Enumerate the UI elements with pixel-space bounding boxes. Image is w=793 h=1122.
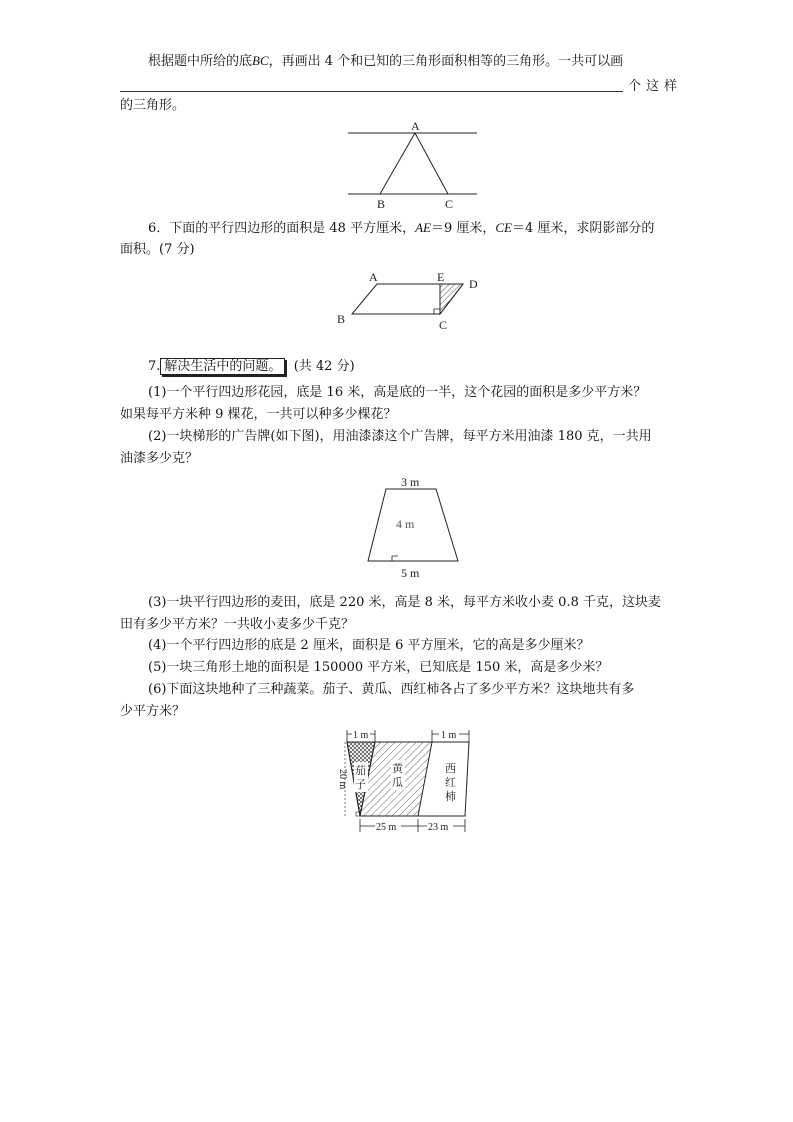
- label-a: A: [369, 270, 378, 284]
- right-angle-mark: [392, 556, 398, 561]
- q7-p1-line-2: 如果每平方米种 9 棵花，一共可以种多少棵花？: [120, 407, 397, 422]
- q7-p2-line-1: (2)一块梯形的广告牌(如下图)，用油漆漆这个广告牌，每平方米用油漆 180 克，一共用: [148, 429, 652, 444]
- q7-p4: (4)一个平行四边形的底是 2 厘米，面积是 6 平方厘米，它的高是多少厘米？: [148, 638, 590, 653]
- q6-text-a: 6．下面的平行四边形的面积是 48 平方厘米，: [148, 221, 416, 236]
- right-angle-mark: [434, 309, 440, 314]
- label-eggplant-2: 子: [355, 779, 366, 791]
- q6-eq1: ＝9 厘米，: [430, 221, 496, 236]
- q7-number: 7.: [148, 359, 161, 374]
- q6-parallelogram-figure: [335, 268, 485, 333]
- label-a: A: [411, 119, 420, 133]
- label-b: B: [377, 197, 386, 210]
- q5-answer-blank[interactable]: [120, 90, 623, 92]
- label-height: 4 m: [396, 517, 415, 531]
- q7-p6-line-2: 少平方米？: [120, 704, 186, 719]
- q6-line-2: 面积。(7 分): [120, 242, 195, 257]
- label-c: C: [445, 197, 454, 210]
- label-eggplant-1: 茄: [355, 765, 366, 777]
- q5-text-a: 根据题中所给的底: [148, 54, 253, 69]
- label-bottom-left: 25 m: [376, 822, 397, 833]
- label-bottom: 5 m: [401, 566, 420, 580]
- q7-p1-line-1: (1)一个平行四边形花园，底是 16 米，高是底的一半，这个花园的面积是多少平方米？: [148, 385, 647, 400]
- q5-triangle-figure: [345, 118, 480, 210]
- q5-line-3: 的三角形。: [120, 98, 186, 113]
- q7-title: 解决生活中的问题。: [160, 358, 285, 375]
- q7-p3-line-2: 田有多少平方米？一共收小麦多少千克？: [120, 617, 355, 632]
- q5-blank-tail: 个这样: [628, 79, 683, 94]
- q5-text-b: ，再画出 4 个和已知的三角形面积相等的三角形。一共可以画: [268, 54, 624, 69]
- label-top-left: 1 m: [353, 730, 369, 741]
- vegetable-field-figure: [335, 724, 475, 839]
- trapezoid-figure: [360, 472, 470, 584]
- q6-ce: CE: [495, 220, 512, 235]
- q7-p6-line-1: (6)下面这块地种了三种蔬菜。茄子、黄瓜、西红柿各占了多少平方米？这块地共有多: [148, 682, 635, 697]
- label-tomato-1: 西: [445, 763, 456, 775]
- label-c: C: [439, 318, 448, 332]
- q6-line-1: [120, 219, 703, 238]
- q7-score: (共 42 分): [293, 359, 355, 374]
- label-b: B: [337, 312, 346, 326]
- q7-p2-line-2: 油漆多少克？: [120, 451, 199, 466]
- label-cucumber-2: 瓜: [392, 777, 403, 789]
- label-tomato-3: 柿: [445, 791, 456, 803]
- q6-ae: AE: [415, 220, 431, 235]
- label-height: 20 m: [337, 769, 348, 790]
- label-tomato-2: 红: [445, 777, 456, 789]
- label-cucumber-1: 黄: [392, 763, 403, 775]
- q6-eq2: ＝4 厘米，求阴影部分的: [512, 221, 655, 236]
- label-d: D: [469, 277, 478, 291]
- q7-p5: (5)一块三角形土地的面积是 150000 平方米，已知底是 150 米，高是多少米？: [148, 660, 609, 675]
- triangle-abc: [380, 133, 448, 194]
- label-bottom-right: 23 m: [428, 822, 449, 833]
- label-top: 3 m: [401, 475, 420, 489]
- label-e: E: [437, 270, 445, 284]
- q7-p3-line-1: (3)一块平行四边形的麦田，底是 220 米，高是 8 米，每平方米收小麦 0.8 千克，这块麦: [148, 595, 661, 610]
- q5-bc: BC: [252, 53, 269, 68]
- label-top-right: 1 m: [441, 730, 457, 741]
- q5-line-1: [120, 52, 703, 71]
- q7-header: [120, 358, 703, 376]
